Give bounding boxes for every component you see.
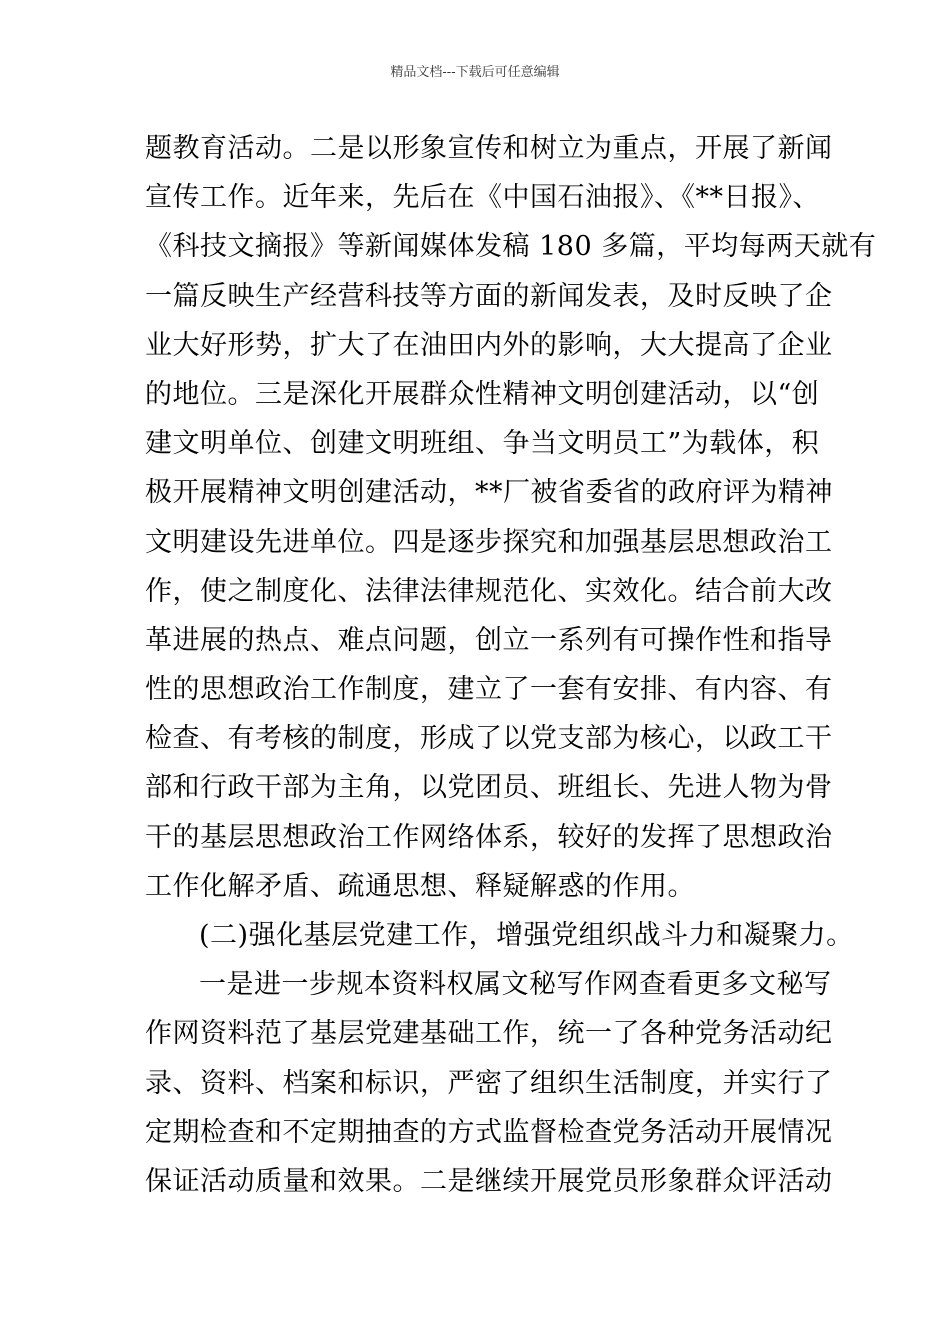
text-line: 检查、有考核的制度，形成了以党支部为核心，以政工干 — [145, 723, 833, 755]
text-line: 的地位。三是深化开展群众性精神文明创建活动，以“创 — [145, 378, 820, 410]
text-line: 建文明单位、创建文明班组、争当文明员工”为载体，积 — [145, 428, 820, 460]
paragraph-first-line: 一是进一步规本资料权属文秘写作网查看更多文秘写 — [199, 969, 832, 1001]
text-line: 作网资料范了基层党建基础工作，统一了各种党务活动纪 — [145, 1018, 833, 1050]
text-line: 《科技文摘报》等新闻媒体发稿 180 多篇，平均每两天就有 — [145, 231, 877, 263]
text-line: 作，使之制度化、法律法律规范化、实效化。结合前大改 — [145, 575, 833, 607]
text-line: 干的基层思想政治工作网络体系，较好的发挥了思想政治 — [145, 821, 833, 853]
text-line: 部和行政干部为主角，以党团员、班组长、先进人物为骨 — [145, 772, 833, 804]
text-line: 文明建设先进单位。四是逐步探究和加强基层思想政治工 — [145, 526, 833, 558]
text-line: 革进展的热点、难点问题，创立一系列有可操作性和指导 — [145, 624, 833, 656]
text-line: 极开展精神文明创建活动，**厂被省委省的政府评为精神 — [145, 477, 833, 509]
text-line: 定期检查和不定期抽查的方式监督检查党务活动开展情况 — [145, 1116, 833, 1148]
text-line: 保证活动质量和效果。二是继续开展党员形象群众评活动 — [145, 1165, 833, 1197]
page-header: 精品文档---下载后可任意编辑 — [390, 65, 560, 80]
text-line: 题教育活动。二是以形象宣传和树立为重点，开展了新闻 — [145, 133, 833, 164]
body-text — [145, 124, 877, 1206]
section-heading: (二)强化基层党建工作，增强党组织战斗力和凝聚力。 — [199, 920, 854, 951]
text-line: 录、资料、档案和标识，严密了组织生活制度，并实行了 — [145, 1067, 833, 1099]
text-line: 工作化解矛盾、疏通思想、释疑解惑的作用。 — [145, 870, 695, 902]
text-line: 业大好形势，扩大了在油田内外的影响，大大提高了企业 — [145, 329, 833, 361]
text-line: 宣传工作。近年来，先后在《中国石油报》、《**日报》、 — [145, 182, 820, 214]
text-line: 性的思想政治工作制度，建立了一套有安排、有内容、有 — [145, 674, 833, 706]
text-line: 一篇反映生产经营科技等方面的新闻发表，及时反映了企 — [145, 280, 833, 312]
